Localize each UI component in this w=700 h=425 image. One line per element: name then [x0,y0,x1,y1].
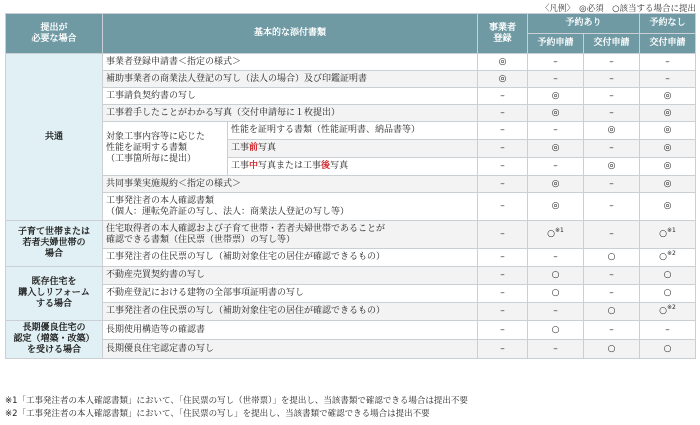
sub-text-highlight: 中 [249,161,259,171]
sub-text: 工事 [231,161,250,171]
condition-common: 共通 [6,54,103,221]
mark-registration: – [478,340,528,359]
mark-grant-unreserved: ◎ [640,140,696,158]
header-condition: 提出が 必要な場合 [6,14,103,54]
mark-grant-unreserved: ◎ [640,105,696,122]
mark-reserve-apply: ○ [528,321,584,340]
header-registration: 事業者 登録 [478,14,528,54]
table-row [6,267,696,285]
mark-reserve-apply: – [528,303,584,321]
doc-label-performance-group: 対象工事内容等に応じた 性能を証明する書類 （工事箇所毎に提出） [103,122,228,176]
mark-grant-reserved: – [584,105,640,122]
doc-sub-label: 性能を証明する書類（性能証明書、納品書等） [228,122,478,140]
mark-reserve-apply: – [528,71,584,88]
doc-sub-label-before-photo [228,140,478,158]
mark-reserve-apply: ◎ [528,193,584,221]
sub-text: 工事 [231,143,250,153]
footnote-ref: ※2 [667,304,676,311]
header-reserve-apply: 予約申請 [528,34,584,54]
table-row [6,105,696,122]
mark-registration: – [478,158,528,176]
table-row [6,71,696,88]
table-row [6,249,696,267]
mark-grant-unreserved: ◎ [640,176,696,193]
footnote-ref: ※2 [667,250,676,257]
mark-reserve-apply [528,221,584,249]
footnote-1: ※1「工事発注者の本人確認書類」において、「住民票の写し（世帯票）」を提出し、当該書類で確認できる場合は提出不要 [5,396,468,406]
table-row [6,122,696,140]
mark-registration: ◎ [478,71,528,88]
doc-label: 長期優良住宅認定書の写し [103,340,478,359]
footnote-ref: ※1 [667,227,676,234]
mark-registration: – [478,176,528,193]
mark-reserve-apply: – [528,122,584,140]
mark-grant-unreserved [640,303,696,321]
mark-grant-unreserved [640,249,696,267]
mark-registration: – [478,303,528,321]
mark-reserve-apply: – [528,54,584,71]
mark-registration: – [478,88,528,105]
header-grant-apply-unreserved: 交付申請 [640,34,696,54]
condition-long-term-quality-house: 長期優良住宅の 認定（増築・改築） を受ける場合 [6,321,103,359]
mark-grant-reserved: – [584,193,640,221]
mark-grant-reserved: – [584,140,640,158]
mark-grant-reserved: – [584,267,640,285]
mark-grant-unreserved: – [640,71,696,88]
doc-label: 住宅取得者の本人確認および子育て世帯・若者夫婦世帯であることが 確認できる書類（住民票（世帯票）の写し等） [103,221,478,249]
mark-registration: – [478,221,528,249]
sub-text-highlight: 後 [321,161,331,171]
mark-grant-unreserved [640,221,696,249]
mark-grant-unreserved: – [640,54,696,71]
mark-grant-unreserved: ○ [640,267,696,285]
mark-grant-unreserved: ◎ [640,158,696,176]
mark-reserve-apply: – [528,340,584,359]
header-reserved: 予約あり [528,14,640,34]
mark-reserve-apply: ◎ [528,88,584,105]
mark-symbol: ○ [547,229,556,239]
table-row [6,221,696,249]
required-documents-table [5,13,696,359]
doc-sub-label-during-after-photo [228,158,478,176]
mark-registration: – [478,122,528,140]
doc-label: 長期使用構造等の確認書 [103,321,478,340]
mark-grant-reserved: ◎ [584,158,640,176]
mark-registration: – [478,267,528,285]
mark-grant-unreserved: ○ [640,340,696,359]
mark-grant-reserved: – [584,71,640,88]
mark-grant-reserved: ○ [584,340,640,359]
mark-symbol: ○ [659,306,668,316]
doc-label: 工事発注者の住民票の写し（補助対象住宅の居住が確認できるもの） [103,249,478,267]
mark-registration: ◎ [478,54,528,71]
table-row [6,54,696,71]
table-row [6,193,696,221]
mark-reserve-apply: ◎ [528,105,584,122]
table-row [6,321,696,340]
mark-grant-reserved: – [584,285,640,303]
doc-label: 工事発注者の住民票の写し（補助対象住宅の居住が確認できるもの） [103,303,478,321]
header-documents: 基本的な添付書類 [103,14,478,54]
mark-symbol: ○ [659,252,668,262]
mark-registration: – [478,105,528,122]
mark-reserve-apply: – [528,158,584,176]
mark-grant-reserved: ○ [584,303,640,321]
mark-registration: – [478,249,528,267]
table-row [6,340,696,359]
condition-child-household: 子育て世帯または 若者夫婦世帯の 場合 [6,221,103,267]
mark-reserve-apply: ○ [528,285,584,303]
sub-text: 写真または工事 [258,161,322,171]
footnote-ref: ※1 [555,227,564,234]
mark-grant-unreserved: ◎ [640,122,696,140]
doc-label: 共同事業実施規約＜指定の様式＞ [103,176,478,193]
doc-label: 補助事業者の商業法人登記の写し（法人の場合）及び印鑑証明書 [103,71,478,88]
mark-grant-reserved: ○ [584,249,640,267]
doc-label: 工事着手したことがわかる写真（交付申請毎に１枚提出） [103,105,478,122]
doc-label: 工事請負契約書の写し [103,88,478,105]
mark-grant-reserved: – [584,321,640,340]
sub-text: 写真 [330,161,349,171]
header-grant-apply-reserved: 交付申請 [584,34,640,54]
mark-grant-reserved: – [584,88,640,105]
mark-reserve-apply: ○ [528,267,584,285]
mark-reserve-apply: ◎ [528,176,584,193]
mark-symbol: ○ [659,229,668,239]
doc-label: 工事発注者の本人確認書類 （個人：運転免許証の写し、法人：商業法人登記の写し等） [103,193,478,221]
table-row [6,303,696,321]
footnotes [5,395,468,421]
doc-label: 不動産登記における建物の全部事項証明書の写し [103,285,478,303]
mark-registration: – [478,140,528,158]
mark-grant-unreserved: – [640,321,696,340]
mark-grant-reserved: ◎ [584,122,640,140]
mark-registration: – [478,285,528,303]
mark-grant-unreserved: ○ [640,285,696,303]
mark-grant-reserved: – [584,54,640,71]
sub-text-highlight: 前 [249,143,259,153]
doc-label: 不動産売買契約書の写し [103,267,478,285]
mark-grant-unreserved: ◎ [640,193,696,221]
mark-registration: – [478,321,528,340]
mark-grant-reserved: – [584,176,640,193]
mark-grant-unreserved: ◎ [640,88,696,105]
mark-reserve-apply: ◎ [528,140,584,158]
table-row [6,176,696,193]
legend: 〈凡例〉 ◎必須 ○該当する場合に提出 [540,4,696,14]
table-row [6,88,696,105]
doc-label: 事業者登録申請書＜指定の様式＞ [103,54,478,71]
footnote-2: ※2「工事発注者の本人確認書類」において、「住民票の写し」を提出し、当該書類で確認できる場合は提出不要 [5,409,430,419]
condition-existing-house: 既存住宅を 購入しリフォーム する場合 [6,267,103,321]
sub-text: 写真 [258,143,277,153]
table-row [6,285,696,303]
header-not-reserved: 予約なし [640,14,696,34]
mark-grant-reserved: – [584,221,640,249]
mark-reserve-apply: – [528,249,584,267]
mark-registration: – [478,193,528,221]
